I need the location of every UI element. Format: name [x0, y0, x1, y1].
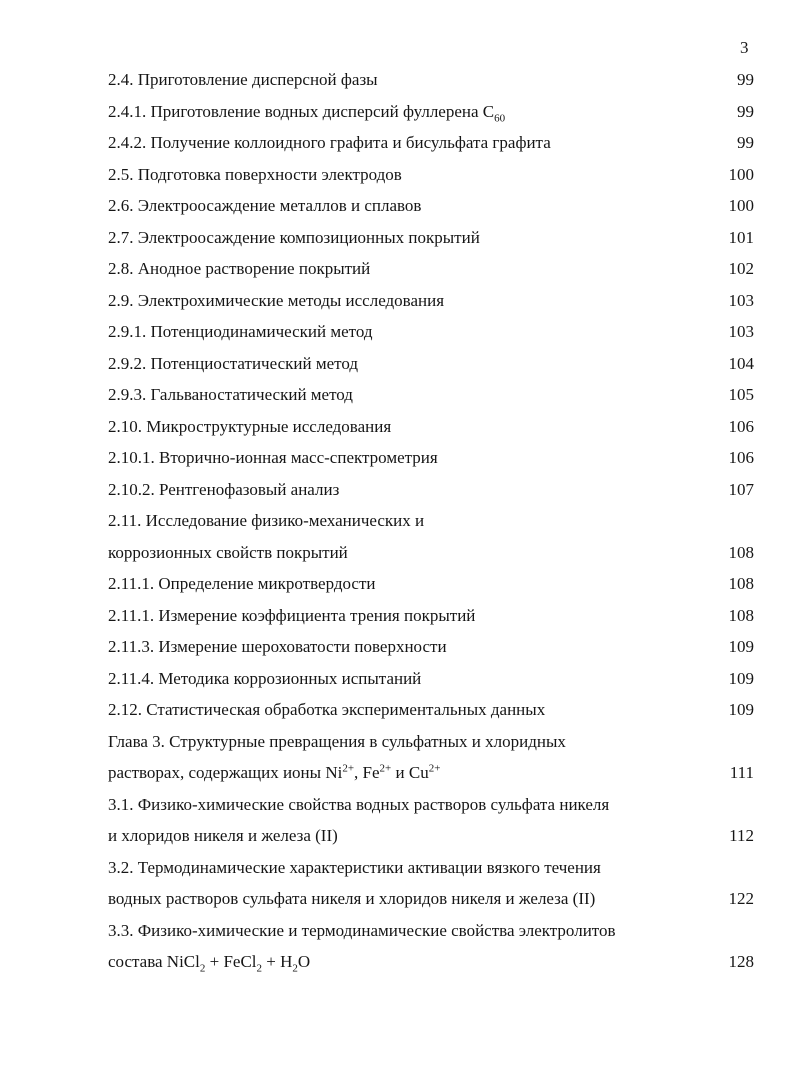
- toc-entry-title: 2.8. Анодное растворение покрытий: [108, 259, 371, 278]
- toc-entry-title: 3.1. Физико-химические свойства водных растворов сульфата никеля: [108, 794, 610, 814]
- toc-entry-title: 2.11.3. Измерение шероховатости поверхности: [108, 637, 447, 656]
- toc-line: [108, 348, 758, 380]
- toc-entry-title: растворах, содержащих ионы $Ni^{2+}$, $Fe^{2+}$ и $Cu^{2+}$: [108, 762, 441, 782]
- toc-line: [108, 852, 758, 884]
- toc-line: [108, 568, 758, 600]
- toc-entry-page: 101: [728, 227, 754, 247]
- toc-line: [108, 411, 758, 443]
- toc-entry-title: 2.4.2. Получение коллоидного графита и бисульфата графита: [108, 133, 551, 152]
- toc-line: [108, 190, 758, 222]
- toc-line: [108, 285, 758, 317]
- toc-line: [108, 64, 758, 96]
- toc-line: [108, 505, 758, 537]
- toc-entry-title: и хлоридов никеля и железа (II): [108, 826, 338, 845]
- toc-line: [108, 915, 758, 947]
- toc-entry-title: 2.10.1. Вторично-ионная масс-спектрометрия: [108, 448, 438, 467]
- toc-entry-page: 100: [728, 196, 754, 215]
- toc-line: [108, 222, 758, 254]
- toc-line: [108, 820, 758, 852]
- toc-entry-page: 109: [728, 668, 754, 688]
- toc-line: [108, 726, 758, 758]
- toc-entry-title: 2.9.3. Гальваностатический метод: [108, 385, 353, 404]
- toc-line: [108, 316, 758, 348]
- toc-line: [108, 663, 758, 695]
- toc-line: [108, 600, 758, 632]
- toc-entry-page: 100: [728, 164, 754, 184]
- toc-entry-page: 122: [728, 889, 754, 908]
- toc-entry-page: 105: [728, 385, 754, 404]
- toc-entry-page: 99: [737, 101, 754, 121]
- toc-entry-page: 108: [728, 605, 754, 625]
- toc-entry-page: 106: [728, 448, 754, 467]
- toc-entry-title: 2.12. Статистическая обработка экспериментальных данных: [108, 700, 546, 719]
- toc-entry-title: состава NiCl$_2$ + FeCl$_2$ + $H_2O$: [108, 952, 311, 975]
- toc-entry-page: 108: [728, 542, 754, 562]
- toc-entry-title: 2.9. Электрохимические методы исследования: [108, 290, 445, 310]
- toc-entry-page: 104: [728, 353, 754, 373]
- toc-entry-title: 2.4. Приготовление дисперсной фазы: [108, 70, 378, 89]
- toc-entry-title: 2.11.1. Измерение коэффициента трения покрытий: [108, 605, 476, 625]
- toc-line: [108, 474, 758, 506]
- toc-line: [108, 946, 758, 978]
- toc-entry-title: Глава 3. Структурные превращения в сульфатных и хлоридных: [108, 731, 566, 751]
- toc-entry-title: 2.6. Электроосаждение металлов и сплавов: [108, 196, 422, 215]
- toc-line: [108, 757, 758, 789]
- page-number: 3: [740, 38, 749, 57]
- toc-line: [108, 96, 758, 128]
- toc-line: [108, 379, 758, 411]
- toc-entry-title: 2.11.4. Методика коррозионных испытаний: [108, 668, 422, 688]
- toc-line: [108, 883, 758, 915]
- toc-line: [108, 253, 758, 285]
- toc-entry-title: 2.5. Подготовка поверхности электродов: [108, 164, 402, 184]
- toc-entry-page: 111: [729, 763, 754, 782]
- toc-entry-page: 109: [728, 637, 754, 656]
- toc-entry-title: 2.11.1. Определение микротвердости: [108, 574, 376, 593]
- toc-line: [108, 631, 758, 663]
- toc-line: [108, 537, 758, 569]
- toc-entry-title: коррозионных свойств покрытий: [108, 542, 348, 562]
- toc-entry-title: 2.10. Микроструктурные исследования: [108, 416, 392, 436]
- toc-line: [108, 442, 758, 474]
- toc-entry-page: 108: [728, 574, 754, 593]
- toc-entry-page: 109: [728, 700, 754, 719]
- toc-entry-page: 99: [737, 70, 754, 89]
- toc-entry-page: 103: [728, 322, 754, 341]
- toc-entry-title: 2.10.2. Рентгенофазовый анализ: [108, 479, 340, 499]
- toc-entry-page: 107: [728, 479, 754, 499]
- table-of-contents: [108, 64, 758, 978]
- toc-entry-title: 2.7. Электроосаждение композиционных покрытий: [108, 227, 480, 247]
- toc-line: [108, 789, 758, 821]
- toc-entry-page: 112: [729, 826, 754, 845]
- toc-entry-page: 99: [737, 133, 754, 152]
- toc-entry-title: водных растворов сульфата никеля и хлоридов никеля и железа (II): [108, 889, 596, 908]
- toc-entry-page: 128: [728, 952, 754, 971]
- toc-entry-title: 2.9.1. Потенциодинамический метод: [108, 322, 373, 341]
- toc-line: [108, 159, 758, 191]
- toc-entry-page: 103: [728, 290, 754, 310]
- toc-entry-page: 102: [728, 259, 754, 278]
- toc-entry-page: 106: [728, 416, 754, 436]
- toc-entry-title: 3.2. Термодинамические характеристики активации вязкого течения: [108, 857, 601, 877]
- toc-line: [108, 127, 758, 159]
- toc-entry-title: 2.9.2. Потенциостатический метод: [108, 353, 358, 373]
- toc-entry-title: 2.11. Исследование физико-механических и: [108, 511, 425, 530]
- toc-entry-title: 2.4.1. Приготовление водных дисперсий фуллерена $С_{60}$: [108, 101, 506, 124]
- toc-entry-title: 3.3. Физико-химические и термодинамические свойства электролитов: [108, 920, 616, 940]
- toc-line: [108, 694, 758, 726]
